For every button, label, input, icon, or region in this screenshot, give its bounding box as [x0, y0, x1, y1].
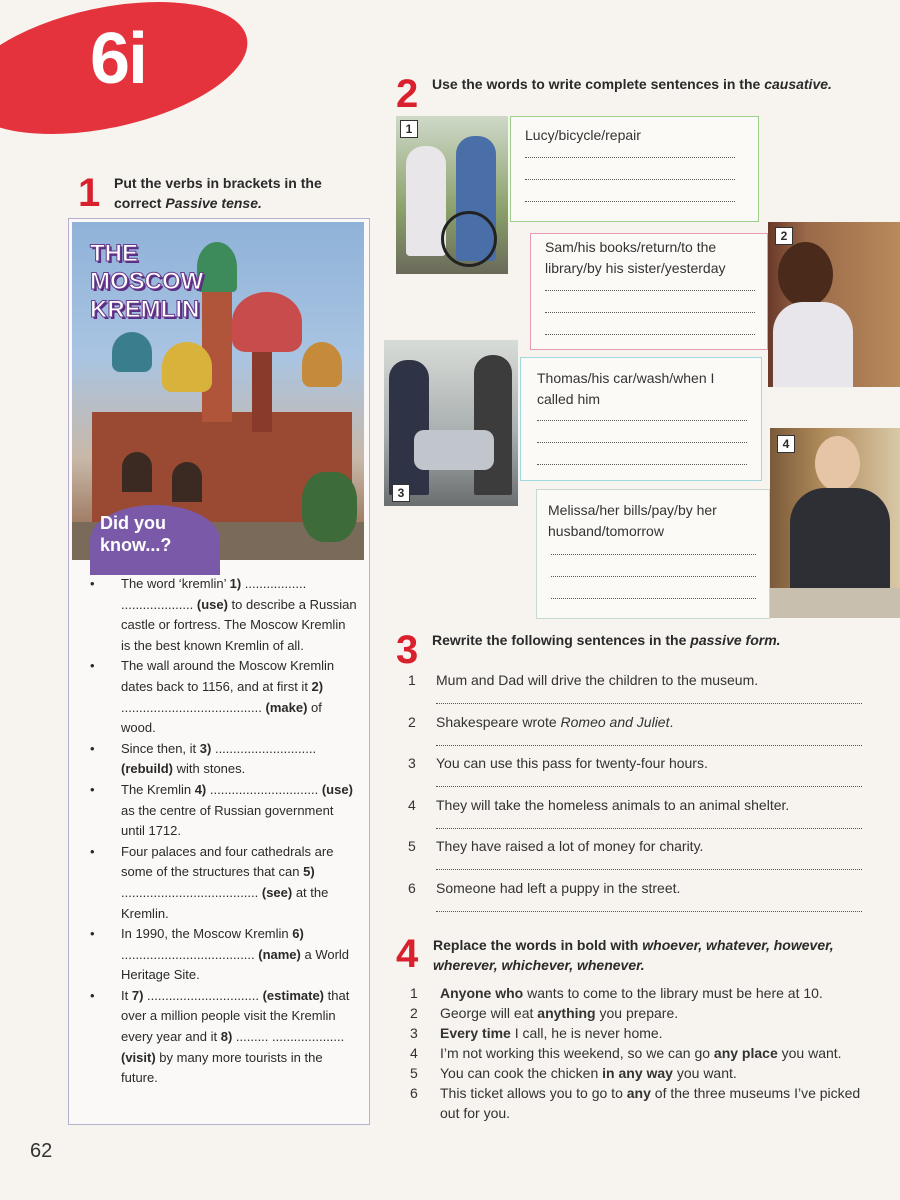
gap-number: 7)	[131, 987, 144, 1003]
dyk-line-1: Did you	[100, 513, 166, 533]
ex4-item	[410, 1083, 870, 1123]
fact-text: as the centre of Russian government until 1712.	[121, 802, 334, 839]
bold-phrase: anything	[537, 1005, 596, 1021]
fact-text: by many more tourists in the future.	[121, 1049, 323, 1086]
causative-box-2	[530, 233, 768, 350]
gap-number: 1)	[229, 576, 242, 591]
ex4-list	[410, 983, 870, 1153]
fact-item	[88, 574, 358, 656]
title-line-2: MOSCOW	[90, 268, 204, 295]
item-text: Mum and Dad will drive the children to the museum.	[436, 672, 759, 688]
ex2-instruction-text: Use the words to write complete sentences in the	[432, 76, 765, 92]
fact-text: ......................................	[121, 884, 259, 900]
ex3-item	[408, 753, 864, 773]
verb-hint: (use)	[318, 781, 353, 797]
ex2-number: 2	[396, 72, 419, 116]
picnum-3: 3	[392, 484, 410, 502]
gap-number: 2)	[311, 678, 324, 694]
fact-text: with stones.	[173, 761, 246, 777]
picnum-1: 1	[400, 120, 418, 138]
ex3-item	[408, 670, 864, 690]
item-number: 4	[410, 1045, 418, 1061]
item-number: 4	[408, 796, 416, 813]
photo-3	[384, 340, 518, 506]
ex4-item	[410, 1003, 870, 1023]
item-text: I’m not working this weekend, so we can go	[440, 1045, 714, 1061]
fact-text: that over a million people visit the Kremlin every year and it	[121, 987, 350, 1045]
ex3-number: 3	[396, 628, 419, 672]
item-text: Shakespeare wrote	[436, 713, 561, 730]
fact-text: ...............................	[143, 987, 259, 1003]
fact-text: to describe a Russian castle or fortress. The Moscow Kremlin is the best known Kremlin of all.	[121, 596, 357, 653]
item-number: 3	[410, 1025, 418, 1041]
item-number: 5	[410, 1065, 418, 1081]
gap-number: 6)	[292, 926, 304, 942]
verb-hint: (name)	[254, 946, 301, 962]
gap-number: 8)	[220, 1029, 233, 1045]
item-text: you prepare.	[595, 1005, 679, 1021]
gap-number: 4)	[194, 781, 207, 797]
bold-phrase: Anyone who	[440, 985, 524, 1001]
fact-text: Since then, it	[121, 740, 200, 756]
item-italic: Romeo and Juliet	[560, 713, 670, 730]
fact-text: ....................	[121, 596, 194, 612]
ex3-list	[408, 670, 864, 920]
answer-lines-1	[525, 157, 735, 202]
photo-1	[396, 116, 508, 274]
title-line-3: KREMLIN	[90, 296, 200, 323]
ex1-instruction-italic: Passive tense.	[165, 195, 262, 211]
fact-text: The wall around the Moscow Kremlin dates back to 1156, and at first it	[121, 658, 335, 694]
causative-box-1	[510, 116, 759, 222]
prompt-3: Thomas/his car/wash/when I called him	[537, 370, 715, 407]
fact-text: ......... ....................	[232, 1029, 345, 1045]
ex4-instruction-text: Replace the words in bold with	[433, 937, 643, 953]
ex3-item	[408, 795, 864, 815]
answer-lines-4	[551, 554, 756, 599]
verb-hint: (estimate)	[258, 987, 325, 1003]
gap-number: 5)	[303, 864, 315, 880]
fact-item	[88, 656, 358, 738]
ex4-instruction-italic: whoever, whatever, however, wherever, whichever, whenever.	[433, 937, 834, 973]
item-number: 6	[410, 1085, 418, 1101]
fact-text: at the Kremlin.	[121, 884, 329, 921]
fact-text: It	[121, 987, 132, 1003]
photo-4	[770, 428, 900, 618]
answer-line	[436, 828, 862, 829]
answer-line	[436, 703, 862, 704]
causative-box-4	[536, 489, 770, 619]
answer-line	[436, 786, 862, 787]
fact-text: ..............................	[206, 781, 319, 797]
item-text: This ticket allows you to go to	[440, 1085, 627, 1101]
ex4-number: 4	[396, 932, 419, 976]
item-number: 5	[408, 838, 416, 854]
ex3-item	[408, 712, 864, 732]
dyk-line-2: know...?	[100, 535, 172, 555]
kremlin-title	[90, 240, 203, 324]
ex3-item	[408, 878, 864, 898]
fact-text: In 1990, the Moscow Kremlin	[121, 926, 293, 942]
ex4-item	[410, 1043, 870, 1063]
item-text: of the three museums I’ve picked out for you.	[440, 1085, 861, 1121]
ex4-item	[410, 983, 870, 1003]
bold-phrase: any place	[713, 1045, 778, 1061]
fact-text: .................	[241, 576, 307, 591]
item-text: George will eat	[440, 1005, 538, 1021]
ex3-instruction	[432, 630, 872, 650]
ex4-item	[410, 1063, 870, 1083]
fact-text: a World Heritage Site.	[121, 946, 350, 983]
ex3-item	[408, 836, 864, 856]
did-you-know-label	[100, 512, 171, 556]
prompt-2: Sam/his books/return/to the library/by his sister/yesterday	[545, 239, 726, 276]
causative-box-3	[520, 357, 762, 481]
item-text: wants to come to the library must be here at 10.	[523, 985, 823, 1001]
prompt-4: Melissa/her bills/pay/by her husband/tomorrow	[548, 502, 717, 539]
fact-text: Four palaces and four cathedrals are some of the structures that can	[121, 843, 334, 880]
item-number: 2	[408, 713, 416, 730]
item-number: 6	[408, 879, 416, 896]
ex2-instruction-italic: causative.	[764, 76, 832, 92]
verb-hint: (rebuild)	[121, 761, 173, 777]
fact-text: .....................................	[121, 946, 255, 962]
facts-list	[88, 574, 358, 1089]
item-text: you want.	[777, 1045, 842, 1061]
bold-phrase: any	[626, 1085, 651, 1101]
title-line-1: THE	[90, 240, 138, 267]
verb-hint: (make)	[261, 699, 308, 715]
bold-phrase: in any way	[602, 1065, 673, 1081]
item-text: I call, he is never home.	[510, 1025, 663, 1041]
fact-text: The word ‘kremlin’	[121, 576, 230, 591]
ex4-instruction	[433, 935, 873, 975]
item-tail: .	[669, 713, 674, 730]
fact-item	[88, 986, 358, 1089]
page-number: 62	[30, 1140, 53, 1162]
ex1-number: 1	[78, 171, 101, 215]
item-text: They will take the homeless animals to an animal shelter.	[436, 796, 790, 813]
answer-lines-3	[537, 420, 747, 465]
item-number: 1	[408, 672, 416, 688]
photo-2	[768, 222, 900, 387]
verb-hint: (use)	[193, 596, 228, 612]
item-text: You can cook the chicken	[440, 1065, 603, 1081]
ex3-instruction-text: Rewrite the following sentences in the	[432, 632, 691, 648]
answer-lines-2	[545, 290, 755, 335]
fact-item	[88, 924, 358, 986]
item-number: 3	[408, 755, 416, 771]
unit-badge: 6i	[90, 19, 147, 99]
ex1-instruction-a: Put the verbs in brackets in the	[114, 175, 322, 191]
item-text: You can use this pass for twenty-four hours.	[436, 755, 708, 771]
fact-item	[88, 739, 358, 780]
fact-item	[88, 780, 358, 842]
bold-phrase: Every time	[440, 1025, 511, 1041]
gap-number: 3)	[199, 740, 212, 756]
item-text: Someone had left a puppy in the street.	[436, 879, 681, 896]
ex1-instruction-b: correct	[114, 195, 166, 211]
verb-hint: (see)	[258, 884, 293, 900]
picnum-2: 2	[775, 227, 793, 245]
item-number: 2	[410, 1005, 418, 1021]
ex2-instruction	[432, 74, 872, 94]
verb-hint: (visit)	[121, 1049, 156, 1065]
item-text: They have raised a lot of money for charity.	[436, 838, 704, 854]
answer-line	[436, 911, 862, 912]
prompt-1: Lucy/bicycle/repair	[525, 127, 641, 143]
answer-line	[436, 745, 862, 746]
ex3-instruction-italic: passive form.	[690, 632, 781, 648]
ex1-instruction	[114, 173, 364, 213]
item-number: 1	[410, 985, 418, 1001]
fact-text: ............................	[211, 740, 317, 756]
fact-item	[88, 842, 358, 924]
fact-text: .......................................	[121, 699, 262, 715]
ex4-item	[410, 1023, 870, 1043]
fact-text: The Kremlin	[121, 781, 195, 797]
answer-line	[436, 869, 862, 870]
picnum-4: 4	[777, 435, 795, 453]
item-text: you want.	[672, 1065, 737, 1081]
fact-text: of wood.	[121, 699, 322, 736]
